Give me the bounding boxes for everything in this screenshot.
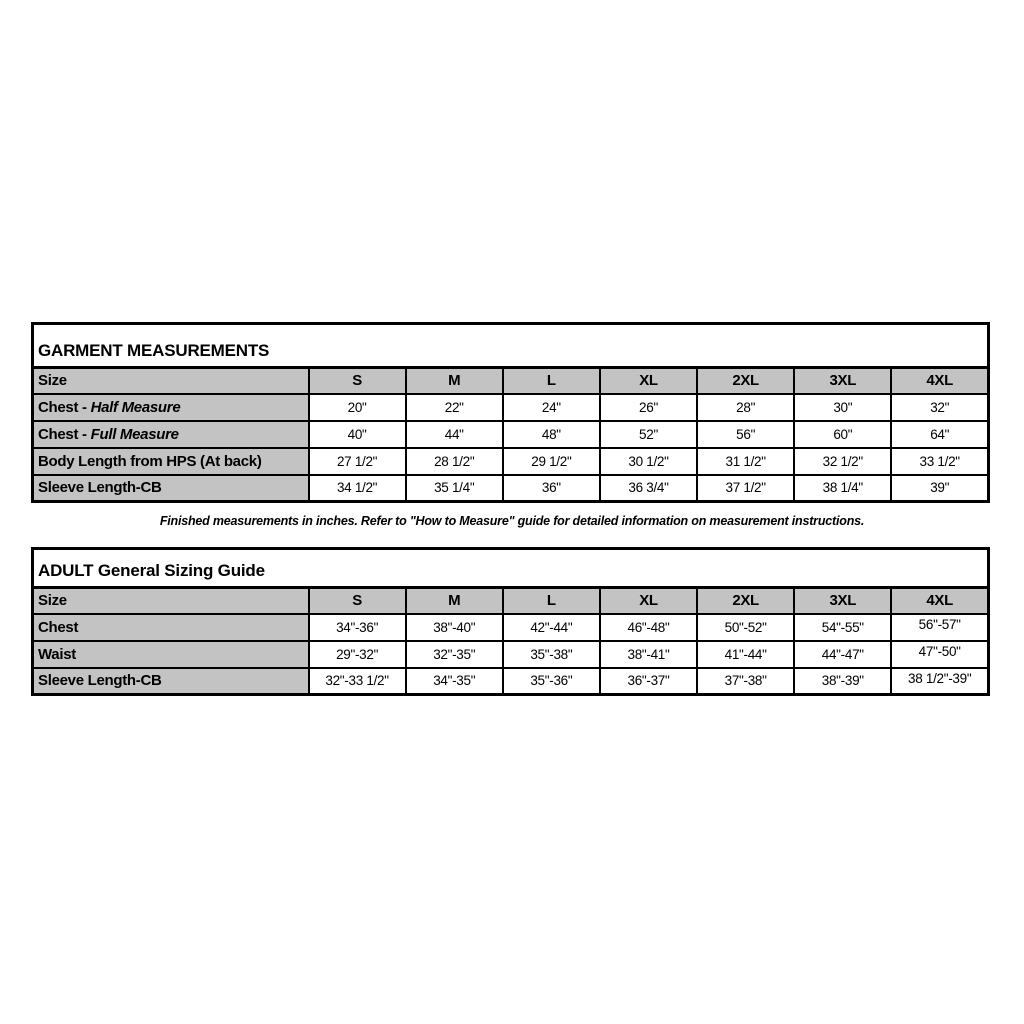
measurement-value: 48" (503, 421, 600, 448)
garment-table-title-row (33, 324, 989, 368)
measurement-value: 29 1/2" (503, 448, 600, 475)
measurement-value: 26" (600, 394, 697, 421)
table-row (33, 394, 989, 421)
size-range-value: 37"-38" (697, 668, 794, 695)
size-range-value: 36"-37" (600, 668, 697, 695)
sizing-table-title-row (33, 549, 989, 588)
sizing-table-header-row (33, 588, 989, 614)
table-row (33, 668, 989, 695)
measurement-value: 40" (309, 421, 406, 448)
measurement-value: 32" (891, 394, 988, 421)
measurement-value: 30" (794, 394, 891, 421)
size-header-4xl: 4XL (891, 368, 988, 394)
row-label (33, 668, 309, 695)
measurement-value: 52" (600, 421, 697, 448)
size-range-value: 38"-39" (794, 668, 891, 695)
measurement-value: 35 1/4" (406, 475, 503, 502)
table-row (33, 421, 989, 448)
size-range-value: 32"-33 1/2" (309, 668, 406, 695)
size-header-xl: XL (600, 368, 697, 394)
row-label (33, 641, 309, 668)
measurement-value: 38 1/4" (794, 475, 891, 502)
size-header-s: S (309, 368, 406, 394)
row-label-text: Sleeve Length-CB (38, 479, 162, 497)
measurement-value: 60" (794, 421, 891, 448)
size-header-s: S (309, 588, 406, 614)
row-label-text: Sleeve Length-CB (38, 672, 162, 690)
size-range-value: 35"-38" (503, 641, 600, 668)
size-range-value: 56"-57" (891, 614, 988, 641)
measurement-value: 34 1/2" (309, 475, 406, 502)
size-range-value: 50"-52" (697, 614, 794, 641)
table-row (33, 614, 989, 641)
size-column-label: Size (33, 588, 309, 614)
measurement-value: 30 1/2" (600, 448, 697, 475)
size-header-2xl: 2XL (697, 588, 794, 614)
table-row (33, 448, 989, 475)
garment-table-header-row (33, 368, 989, 394)
size-range-value: 38"-41" (600, 641, 697, 668)
measurement-value: 36 3/4" (600, 475, 697, 502)
row-label (33, 614, 309, 641)
row-label-text: Waist (38, 645, 76, 663)
row-label-text: Body Length from HPS (At back) (38, 452, 262, 470)
measurement-value: 56" (697, 421, 794, 448)
size-range-value: 35"-36" (503, 668, 600, 695)
size-range-value: 29"-32" (309, 641, 406, 668)
size-range-value: 47"-50" (891, 641, 988, 668)
row-label-italic-text: Half Measure (90, 398, 181, 416)
measurement-value: 33 1/2" (891, 448, 988, 475)
row-label (33, 421, 309, 448)
row-label (33, 448, 309, 475)
adult-sizing-guide-table (31, 547, 990, 696)
size-range-value: 41"-44" (697, 641, 794, 668)
measurement-value: 39" (891, 475, 988, 502)
size-range-value: 32"-35" (406, 641, 503, 668)
size-range-value: 44"-47" (794, 641, 891, 668)
size-header-3xl: 3XL (794, 368, 891, 394)
size-header-m: M (406, 588, 503, 614)
size-range-value: 54"-55" (794, 614, 891, 641)
size-header-m: M (406, 368, 503, 394)
garment-table-title: GARMENT MEASUREMENTS (33, 324, 989, 368)
measurement-value: 32 1/2" (794, 448, 891, 475)
size-header-xl: XL (600, 588, 697, 614)
row-label-italic-text: Full Measure (90, 425, 179, 443)
size-header-l: L (503, 368, 600, 394)
row-label (33, 394, 309, 421)
size-header-3xl: 3XL (794, 588, 891, 614)
size-header-4xl: 4XL (891, 588, 988, 614)
measurement-value: 64" (891, 421, 988, 448)
measurement-value: 31 1/2" (697, 448, 794, 475)
measurement-value: 20" (309, 394, 406, 421)
measurement-value: 44" (406, 421, 503, 448)
size-range-value: 34"-35" (406, 668, 503, 695)
row-label-text: Chest - (38, 398, 91, 416)
size-range-value: 34"-36" (309, 614, 406, 641)
size-range-value: 42"-44" (503, 614, 600, 641)
measurement-value: 28" (697, 394, 794, 421)
row-label-text: Chest (38, 618, 79, 636)
measurement-value: 28 1/2" (406, 448, 503, 475)
measurement-footnote: Finished measurements in inches. Refer to "How to Measure" guide for detailed information on measurement instructions. (159, 514, 865, 528)
measurement-value: 27 1/2" (309, 448, 406, 475)
size-range-value: 38"-40" (406, 614, 503, 641)
size-range-value: 38 1/2"-39" (891, 668, 988, 695)
row-label-text: Chest - (38, 425, 91, 443)
size-header-2xl: 2XL (697, 368, 794, 394)
measurement-value: 37 1/2" (697, 475, 794, 502)
size-range-value: 46"-48" (600, 614, 697, 641)
size-column-label: Size (33, 368, 309, 394)
table-row (33, 641, 989, 668)
measurement-value: 36" (503, 475, 600, 502)
measurement-value: 24" (503, 394, 600, 421)
row-label (33, 475, 309, 502)
size-header-l: L (503, 588, 600, 614)
sizing-table-title: ADULT General Sizing Guide (33, 549, 989, 588)
garment-measurements-table (31, 322, 990, 503)
measurement-value: 22" (406, 394, 503, 421)
table-row (33, 475, 989, 502)
